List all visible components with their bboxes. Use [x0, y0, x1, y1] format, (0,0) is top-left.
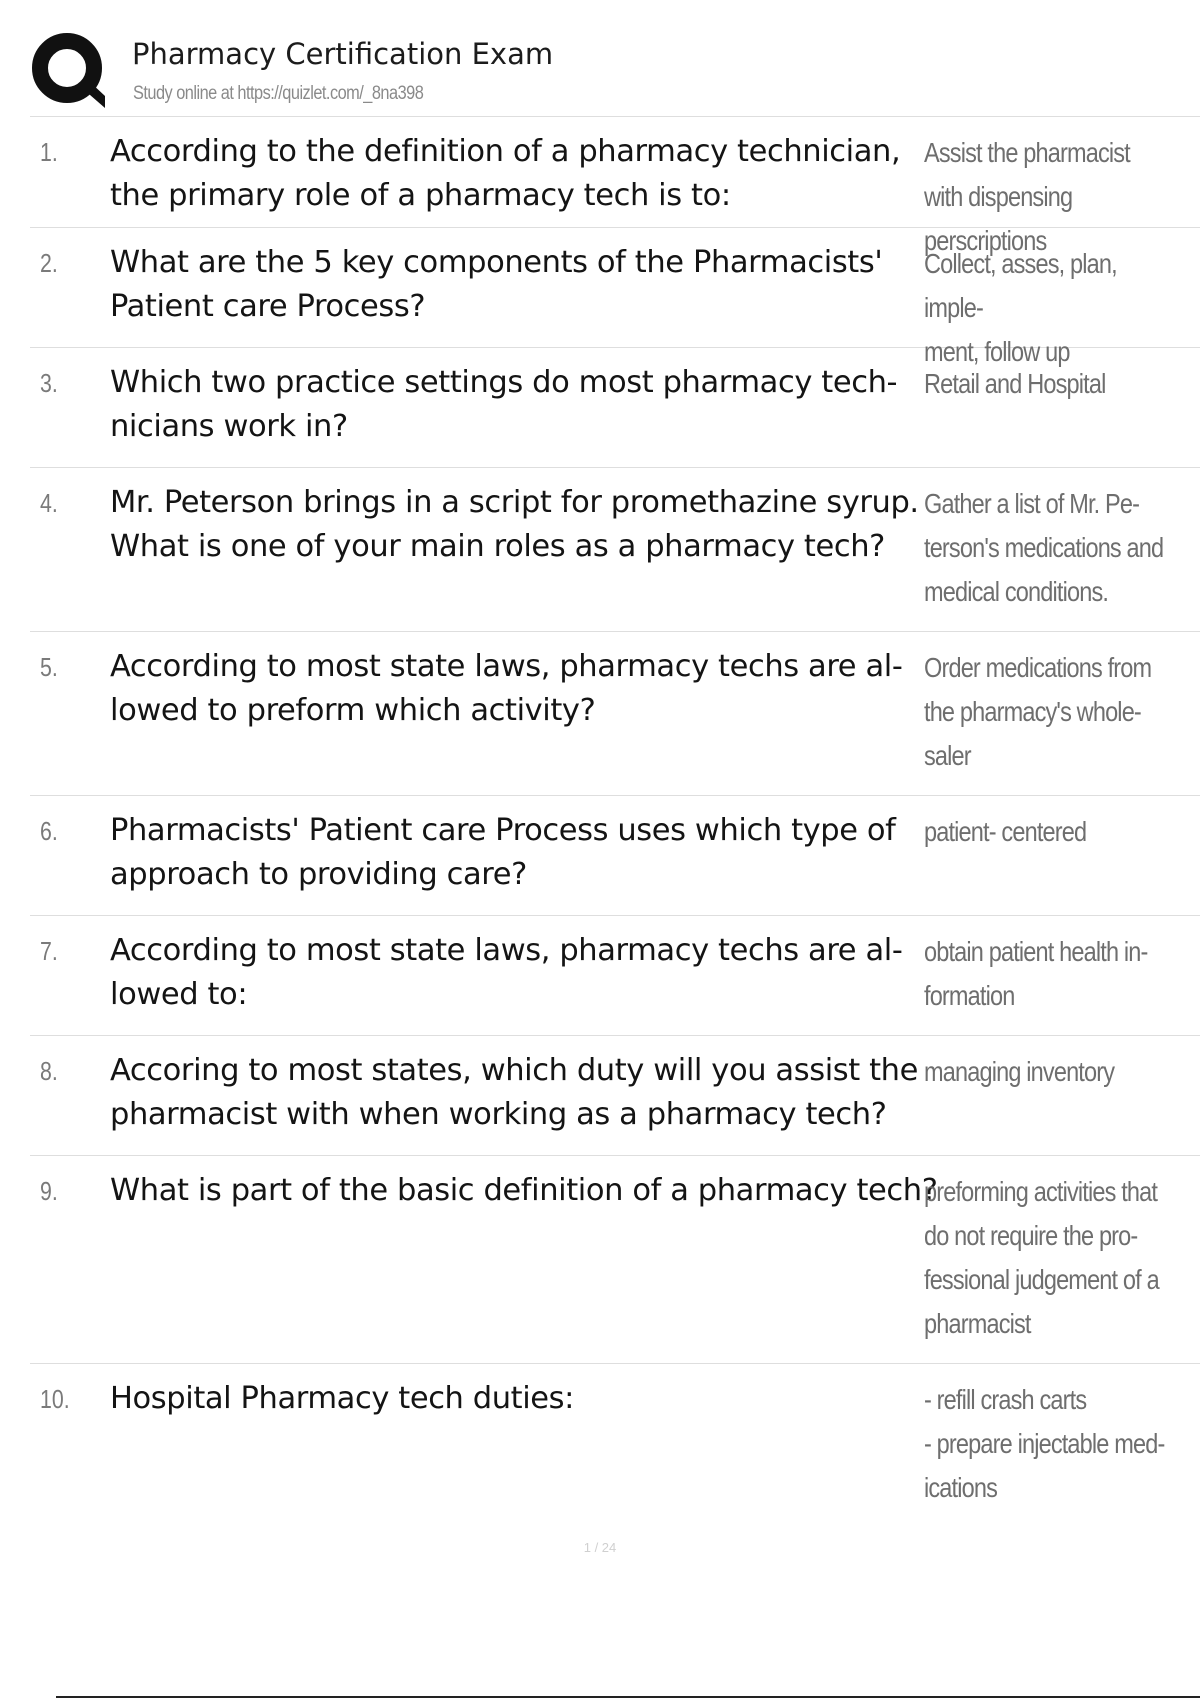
- card-question: What are the 5 key components of the Pharmacists' Patient care Process?: [110, 245, 883, 324]
- page-title: Pharmacy Certification Exam: [132, 37, 554, 71]
- flashcard-row: [30, 796, 1200, 916]
- card-question: Pharmacists' Patient care Process uses which type of approach to providing care?: [110, 813, 896, 892]
- card-number: 9.: [40, 1176, 58, 1206]
- flashcard-row: [30, 1364, 1200, 1528]
- card-number: 7.: [40, 936, 58, 966]
- flashcard-row: [30, 117, 1200, 256]
- flashcard-row: [30, 916, 1200, 1036]
- card-answer: Retail and Hospital: [924, 368, 1106, 399]
- page-indicator: 1 / 24: [583, 1540, 617, 1555]
- card-number: 1.: [40, 137, 58, 167]
- card-answer: Collect, asses, plan, imple- ment, follow up: [924, 248, 1117, 367]
- footer-divider: [56, 1696, 1200, 1698]
- page-header: [30, 28, 1200, 114]
- flashcard-row: [30, 1036, 1200, 1156]
- card-question: Which two practice settings do most pharmacy tech- nicians work in?: [110, 365, 898, 444]
- flashcard-row: [30, 468, 1200, 632]
- card-question: Mr. Peterson brings in a script for promethazine syrup. What is one of your main roles as a pharmacy tech?: [110, 485, 919, 564]
- card-answer: patient- centered: [924, 816, 1087, 847]
- quizlet-q-logo-icon: [30, 30, 110, 110]
- card-answer: preforming activities that do not require the pro- fessional judgement of a pharmacist: [924, 1176, 1159, 1339]
- card-answer: Assist the pharmacist with dispensing perscriptions: [924, 137, 1130, 256]
- card-question: According to the definition of a pharmacy technician, the primary role of a pharmacy tech is to:: [110, 134, 901, 213]
- card-number: 2.: [40, 248, 58, 278]
- card-number: 5.: [40, 652, 58, 682]
- card-question: Hospital Pharmacy tech duties:: [110, 1381, 575, 1416]
- card-answer: Gather a list of Mr. Pe- terson's medications and medical conditions.: [924, 488, 1164, 607]
- card-number: 3.: [40, 368, 58, 398]
- card-question: What is part of the basic definition of a pharmacy tech?: [110, 1173, 938, 1208]
- flashcard-row: [30, 1156, 1200, 1364]
- card-answer: - refill crash carts - prepare injectable med- ications: [924, 1384, 1165, 1503]
- flashcard-row: [30, 632, 1200, 796]
- flashcard-row: [30, 228, 1200, 367]
- card-number: 10.: [40, 1384, 70, 1414]
- flashcard-row: [30, 348, 1200, 468]
- card-number: 6.: [40, 816, 58, 846]
- card-number: 4.: [40, 488, 58, 518]
- study-online-link[interactable]: Study online at https://quizlet.com/_8na398: [133, 83, 424, 104]
- card-question: According to most state laws, pharmacy techs are al- lowed to preform which activity?: [110, 649, 903, 728]
- card-answer: Order medications from the pharmacy's whole- saler: [924, 652, 1152, 771]
- flashcard-list: [30, 117, 1200, 1528]
- card-question: According to most state laws, pharmacy techs are al- lowed to:: [110, 933, 903, 1012]
- card-answer: obtain patient health in- formation: [924, 936, 1148, 1011]
- card-number: 8.: [40, 1056, 58, 1086]
- card-answer: managing inventory: [924, 1056, 1115, 1087]
- card-question: Accoring to most states, which duty will you assist the pharmacist with when working as a pharmacy tech?: [110, 1053, 918, 1132]
